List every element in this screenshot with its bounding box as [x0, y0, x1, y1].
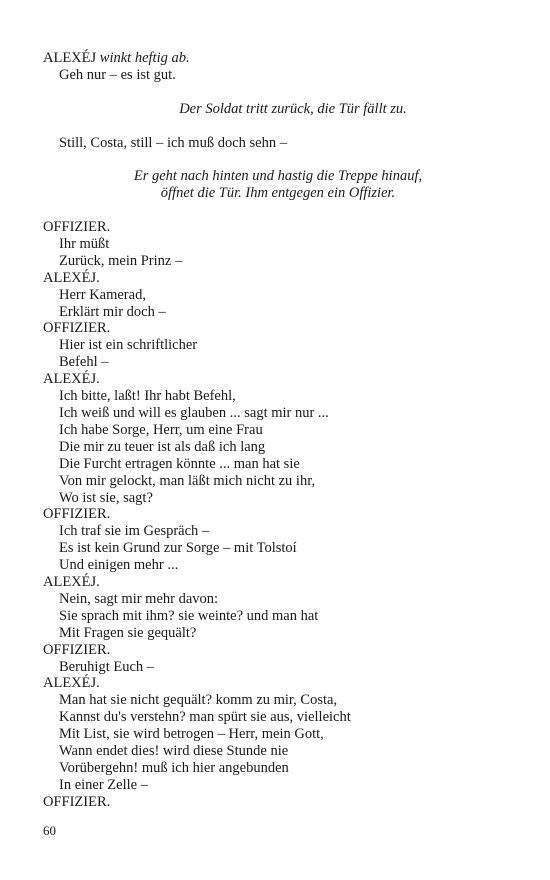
verse-line: Geh nur – es ist gut.	[59, 66, 176, 83]
verse-line: Es ist kein Grund zur Sorge – mit Tolstoí	[59, 540, 297, 557]
verse-line: Die Furcht ertragen könnte ... man hat sie	[59, 455, 300, 472]
verse-line: Erklärt mir doch –	[59, 303, 166, 320]
verse-line: Ich habe Sorge, Herr, um eine Frau	[59, 421, 263, 438]
verse-line: Ihr müßt	[59, 235, 110, 252]
speaker-name: OFFIZIER.	[43, 506, 111, 523]
speaker-name: ALEXÉJ	[43, 50, 97, 66]
verse-line: Befehl –	[59, 354, 109, 371]
verse-line: Herr Kamerad,	[59, 286, 146, 303]
verse-line: Wo ist sie, sagt?	[59, 489, 153, 506]
verse-line: Hier ist ein schriftlicher	[59, 337, 198, 354]
verse-line: Die mir zu teuer ist als daß ich lang	[59, 438, 266, 455]
speaker-name: OFFIZIER.	[43, 320, 111, 337]
speaker-name: OFFIZIER.	[43, 219, 111, 235]
verse-line: In einer Zelle –	[59, 776, 148, 793]
stage-direction-inline: winkt heftig ab.	[99, 50, 190, 66]
verse-line: Vorübergehn! muß ich hier angebunden	[59, 760, 289, 776]
verse-line: Ich traf sie im Gespräch –	[59, 523, 210, 540]
speaker-name: ALEXÉJ.	[43, 371, 100, 388]
verse-line: Wann endet dies! wird diese Stunde nie	[59, 743, 289, 760]
verse-line: Ich weiß und will es glauben ... sagt mir nur ...	[59, 404, 329, 421]
page-number: 60	[43, 823, 56, 838]
verse-line: Zurück, mein Prinz –	[59, 252, 183, 269]
verse-line: Sie sprach mit ihm? sie weinte? und man hat	[59, 607, 319, 624]
speaker-name: OFFIZIER.	[43, 641, 111, 658]
verse-line: Mit Fragen sie gequält?	[59, 624, 197, 641]
speaker-name: ALEXÉJ.	[43, 574, 100, 591]
stage-direction: Der Soldat tritt zurück, die Tür fällt zu.	[179, 100, 407, 117]
speaker-name: OFFIZIER.	[43, 793, 111, 810]
verse-line: Man hat sie nicht gequält? komm zu mir, Costa,	[59, 692, 338, 709]
speaker-name: ALEXÉJ.	[43, 675, 100, 692]
verse-line: Ich bitte, laßt! Ihr habt Befehl,	[59, 388, 236, 405]
verse-line: Beruhigt Euch –	[59, 658, 155, 675]
verse-line: Kannst du's verstehn? man spürt sie aus, vielleicht	[59, 709, 351, 726]
verse-line: Von mir gelockt, man läßt mich nicht zu ihr,	[59, 472, 316, 489]
verse-line: Nein, sagt mir mehr davon:	[59, 590, 219, 607]
speaker-line	[43, 50, 513, 67]
stage-direction: Er geht nach hinten und hastig die Treppe hinauf,	[133, 168, 423, 185]
verse-line: Still, Costa, still – ich muß doch sehn –	[59, 134, 287, 151]
play-text	[43, 50, 513, 811]
verse-line: Und einigen mehr ...	[59, 557, 179, 574]
verse-line: Mit List, sie wird betrogen – Herr, mein Gott,	[59, 726, 324, 743]
speaker-name: ALEXÉJ.	[43, 269, 100, 286]
stage-direction: öffnet die Tür. Ihm entgegen ein Offizier.	[160, 185, 396, 202]
dialogue-block	[43, 219, 513, 811]
